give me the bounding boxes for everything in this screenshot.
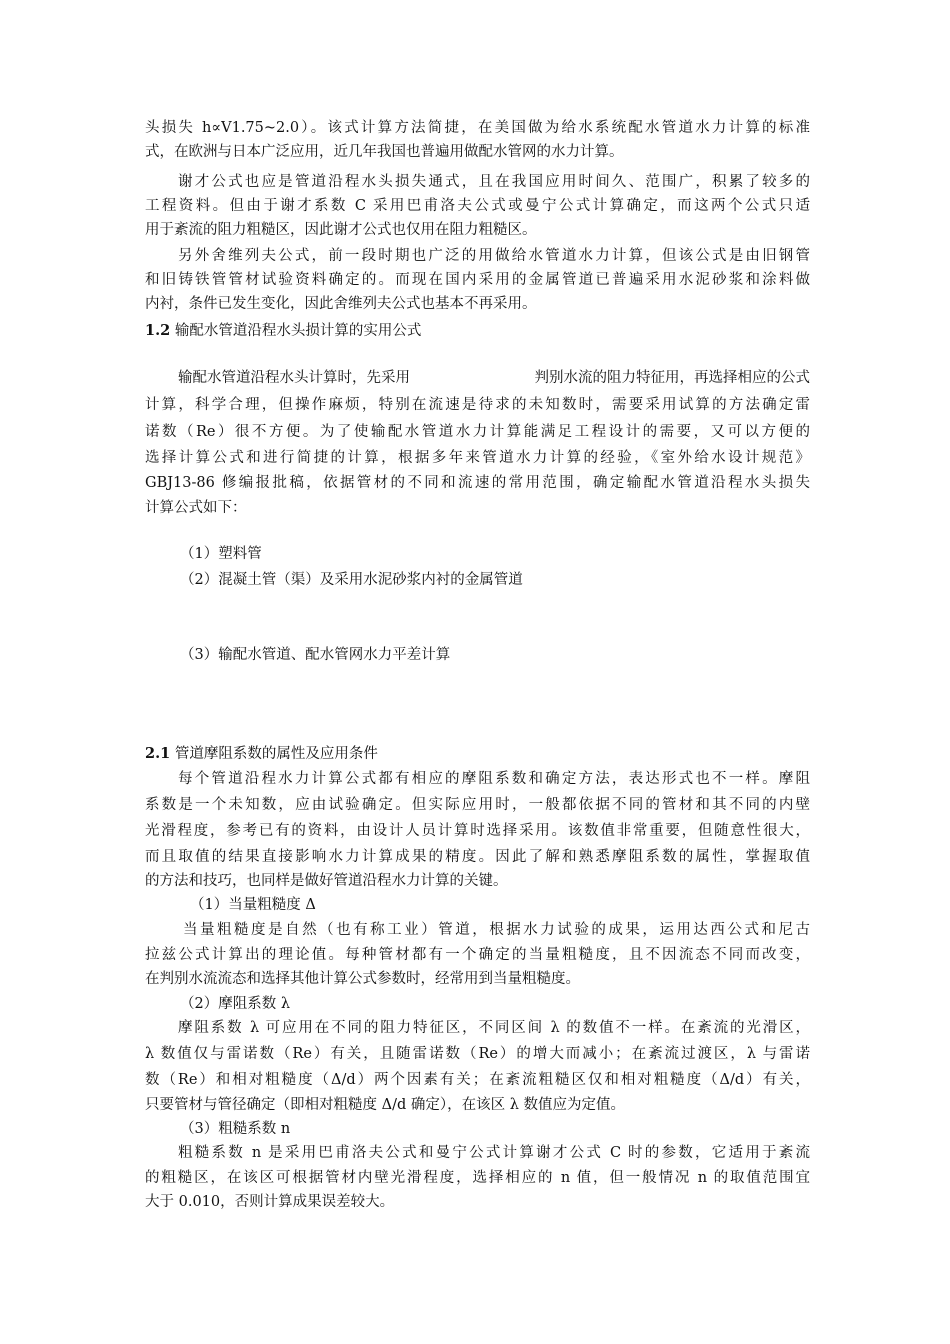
section-title: 管道摩阻系数的属性及应用条件 [174, 746, 378, 762]
list-item: （2）混凝土管（渠）及采用水泥砂浆内衬的金属管道 [180, 572, 523, 588]
paragraph-line: 输配水管道沿程水头计算时，先采用 [178, 370, 410, 386]
section-number: 2.1 [145, 745, 171, 762]
paragraph-line: 计算，科学合理，但操作麻烦，特别在流速是待求的未知数时，需要采用试算的方法确定雷 [145, 397, 810, 413]
paragraph-line: 数（Re）和相对粗糙度（Δ/d）两个因素有关；在紊流粗糙区仅和相对粗糙度（Δ/d）有关， [145, 1072, 810, 1088]
paragraph-line: 和旧铸铁管管材试验资料确定的。而现在国内采用的金属管道已普遍采用水泥砂浆和涂料做 [145, 272, 810, 288]
paragraph-line: 的方法和技巧，也同样是做好管道沿程水力计算的关键。 [145, 873, 508, 889]
paragraph-line: 拉兹公式计算出的理论值。每种管材都有一个确定的当量粗糙度，且不因流态不同而改变， [145, 947, 810, 963]
paragraph-line: 计算公式如下： [145, 500, 247, 516]
paragraph-line: 摩阻系数 λ 可应用在不同的阻力特征区，不同区间 λ 的数值不一样。在紊流的光滑区， [178, 1020, 810, 1036]
paragraph-line: 头损失 h∝V1.75~2.0）。该式计算方法简捷，在美国做为给水系统配水管道水力计算的标准 [145, 120, 810, 136]
paragraph-line: GBJ13-86 修编报批稿，依据管材的不同和流速的常用范围，确定输配水管道沿程水头损失 [145, 475, 810, 491]
paragraph-line: 当量粗糙度是自然（也有称工业）管道，根据水力试验的成果，运用达西公式和尼古 [183, 922, 810, 938]
paragraph-line: 的粗糙区，在该区可根据管材内壁光滑程度，选择相应的 n 值，但一般情况 n 的取值范围宜 [145, 1170, 810, 1186]
paragraph-line: 用于紊流的阻力粗糙区，因此谢才公式也仅用在阻力粗糙区。 [145, 222, 537, 238]
paragraph-line: 工程资料。但由于谢才系数 C 采用巴甫洛夫公式或曼宁公式计算确定，而这两个公式只适 [145, 198, 810, 214]
section-number: 1.2 [145, 322, 171, 339]
paragraph-line: 每个管道沿程水力计算公式都有相应的摩阻系数和确定方法，表达形式也不一样。摩阻 [178, 771, 810, 787]
list-item: （3）输配水管道、配水管网水力平差计算 [180, 647, 451, 663]
paragraph-line: λ 数值仅与雷诺数（Re）有关，且随雷诺数（Re）的增大而减小；在紊流过渡区，λ 与雷诺 [145, 1046, 810, 1062]
section-heading-2-1 [145, 742, 810, 766]
paragraph-line: 在判别水流流态和选择其他计算公式参数时，经常用到当量粗糙度。 [145, 971, 580, 987]
paragraph-line: 只要管材与管径确定（即相对粗糙度 Δ/d 确定），在该区 λ 数值应为定值。 [145, 1097, 626, 1113]
paragraph-line: 谢才公式也应是管道沿程水头损失通式，且在我国应用时间久、范围广，积累了较多的 [178, 174, 810, 190]
paragraph-line: 光滑程度，参考已有的资料，由设计人员计算时选择采用。该数值非常重要，但随意性很大， [145, 823, 810, 839]
paragraph-line: 另外舍维列夫公式，前一段时期也广泛的用做给水管道水力计算，但该公式是由旧钢管 [178, 248, 810, 264]
section-title: 输配水管道沿程水头损计算的实用公式 [174, 323, 422, 339]
list-item: （1）塑料管 [180, 546, 262, 562]
paragraph-line: 粗糙系数 n 是采用巴甫洛夫公式和曼宁公式计算谢才公式 C 时的参数，它适用于紊流 [178, 1145, 810, 1161]
paragraph-line: 系数是一个未知数，应由试验确定。但实际应用时，一般都依据不同的管材和其不同的内壁 [145, 797, 810, 813]
paragraph-line: 选择计算公式和进行简捷的计算，根据多年来管道水力计算的经验，《室外给水设计规范》 [145, 450, 810, 466]
paragraph-line: 诺数（Re）很不方便。为了使输配水管道水力计算能满足工程设计的需要，又可以方便的 [145, 424, 810, 440]
paragraph-line: 式，在欧洲与日本广泛应用，近几年我国也普遍用做配水管网的水力计算。 [145, 144, 624, 160]
paragraph-line: 判别水流的阻力特征用，再选择相应的公式 [534, 370, 810, 386]
paragraph-line: 内衬，条件已发生变化，因此舍维列夫公式也基本不再采用。 [145, 296, 537, 312]
subheading: （2）摩阻系数 λ [180, 996, 291, 1012]
paragraph-line: 大于 0.010，否则计算成果误差较大。 [145, 1194, 395, 1210]
subheading: （3）粗糙系数 n [180, 1121, 291, 1137]
paragraph-line: 而且取值的结果直接影响水力计算成果的精度。因此了解和熟悉摩阻系数的属性，掌握取值 [145, 849, 810, 865]
subheading: （1）当量粗糙度 Δ [190, 897, 316, 913]
section-heading-1-2 [145, 319, 810, 343]
